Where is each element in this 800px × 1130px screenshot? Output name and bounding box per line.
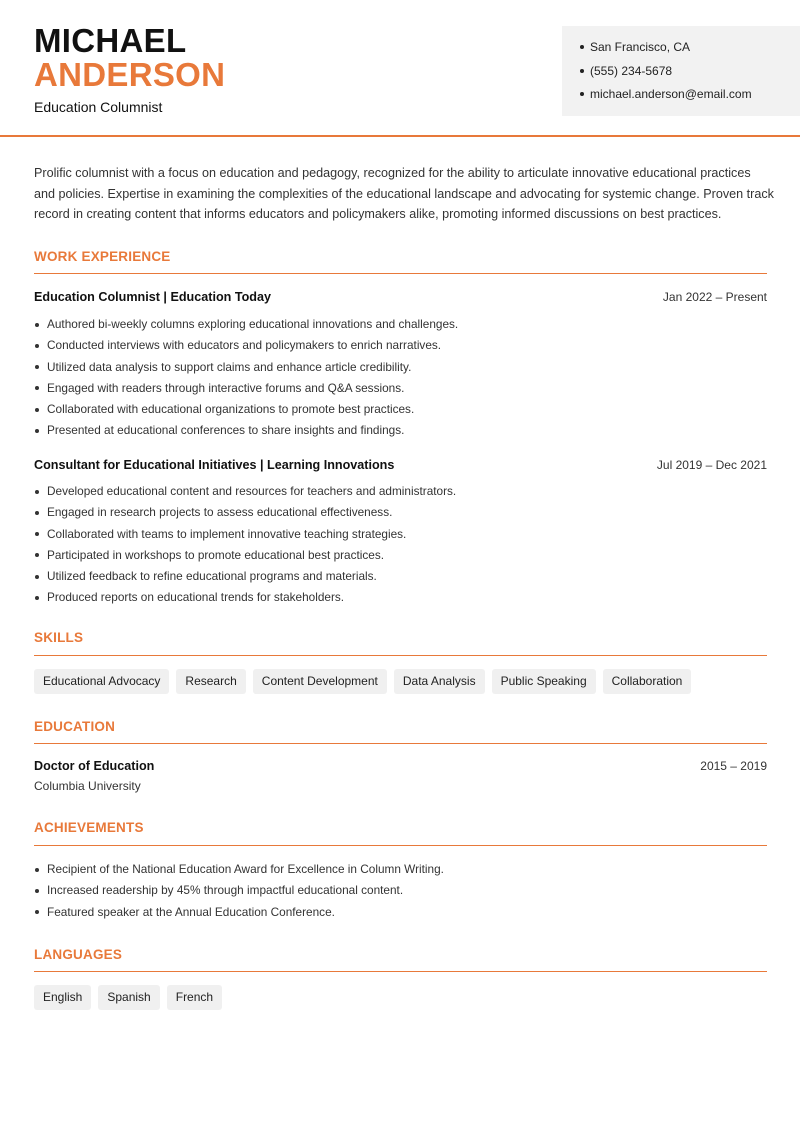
section-title-work: WORK EXPERIENCE xyxy=(34,249,171,264)
contact-location: San Francisco, CA xyxy=(580,38,782,62)
contact-email[interactable]: michael.anderson@email.com xyxy=(580,85,782,109)
language-tag: French xyxy=(167,985,222,1010)
job-dates-2: Jul 2019 – Dec 2021 xyxy=(656,458,767,472)
skill-tag: Data Analysis xyxy=(394,669,485,694)
job-title: Education Columnist xyxy=(34,99,163,115)
education-degree: Doctor of Education xyxy=(34,759,155,773)
section-title-languages: LANGUAGES xyxy=(34,947,123,962)
list-item: Presented at educational conferences to share insights and findings. xyxy=(34,422,767,443)
last-name: ANDERSON xyxy=(34,56,226,93)
list-item: Produced reports on educational trends for stakeholders. xyxy=(34,589,767,610)
skills-tags xyxy=(34,669,691,694)
skill-tag: Public Speaking xyxy=(492,669,596,694)
list-item: Utilized data analysis to support claims and enhance article credibility. xyxy=(34,359,767,380)
list-item: Increased readership by 45% through impactful educational content. xyxy=(34,882,767,903)
list-item: Developed educational content and resources for teachers and administrators. xyxy=(34,483,767,504)
list-item: Collaborated with teams to implement innovative teaching strategies. xyxy=(34,526,767,547)
languages-tags xyxy=(34,985,222,1010)
education-dates: 2015 – 2019 xyxy=(700,759,767,773)
list-item: Utilized feedback to refine educational programs and materials. xyxy=(34,568,767,589)
contact-box xyxy=(562,26,800,116)
skill-tag: Educational Advocacy xyxy=(34,669,169,694)
list-item: Collaborated with educational organizations to promote best practices. xyxy=(34,401,767,422)
language-tag: English xyxy=(34,985,91,1010)
first-name: MICHAEL xyxy=(34,22,187,59)
contact-phone: (555) 234-5678 xyxy=(580,62,782,86)
language-tag: Spanish xyxy=(98,985,159,1010)
job-2-bullets xyxy=(34,483,767,611)
section-divider xyxy=(34,845,767,846)
job-1-bullets xyxy=(34,316,767,444)
list-item: Participated in workshops to promote educational best practices. xyxy=(34,547,767,568)
section-divider xyxy=(34,655,767,656)
resume-header xyxy=(0,0,800,137)
skill-tag: Content Development xyxy=(253,669,387,694)
section-divider xyxy=(34,743,767,744)
section-title-skills: SKILLS xyxy=(34,630,84,645)
list-item: Recipient of the National Education Award for Excellence in Column Writing. xyxy=(34,861,767,882)
job-title-1: Education Columnist | Education Today xyxy=(34,290,271,304)
job-dates-1: Jan 2022 – Present xyxy=(662,290,767,304)
section-divider xyxy=(34,971,767,972)
education-school: Columbia University xyxy=(34,779,141,793)
section-divider xyxy=(34,273,767,274)
job-title-2: Consultant for Educational Initiatives | Learning Innovations xyxy=(34,458,395,472)
list-item: Engaged in research projects to assess educational effectiveness. xyxy=(34,504,767,525)
list-item: Conducted interviews with educators and policymakers to enrich narratives. xyxy=(34,337,767,358)
achievements-list xyxy=(34,861,767,925)
skill-tag: Collaboration xyxy=(603,669,692,694)
section-title-achievements: ACHIEVEMENTS xyxy=(34,820,144,835)
list-item: Authored bi-weekly columns exploring educational innovations and challenges. xyxy=(34,316,767,337)
list-item: Engaged with readers through interactive forums and Q&A sessions. xyxy=(34,380,767,401)
skill-tag: Research xyxy=(176,669,245,694)
section-title-education: EDUCATION xyxy=(34,719,116,734)
profile-summary: Prolific columnist with a focus on education and pedagogy, recognized for the ability to articulate innovative educational practices and policies. Expertise in examining the complexities of the educational landscape and advocating for systemic change. Proven track record in creating content that informs educators and policymakers alike, promoting informed discussions on best practices. xyxy=(34,166,774,222)
list-item: Featured speaker at the Annual Education Conference. xyxy=(34,904,767,925)
